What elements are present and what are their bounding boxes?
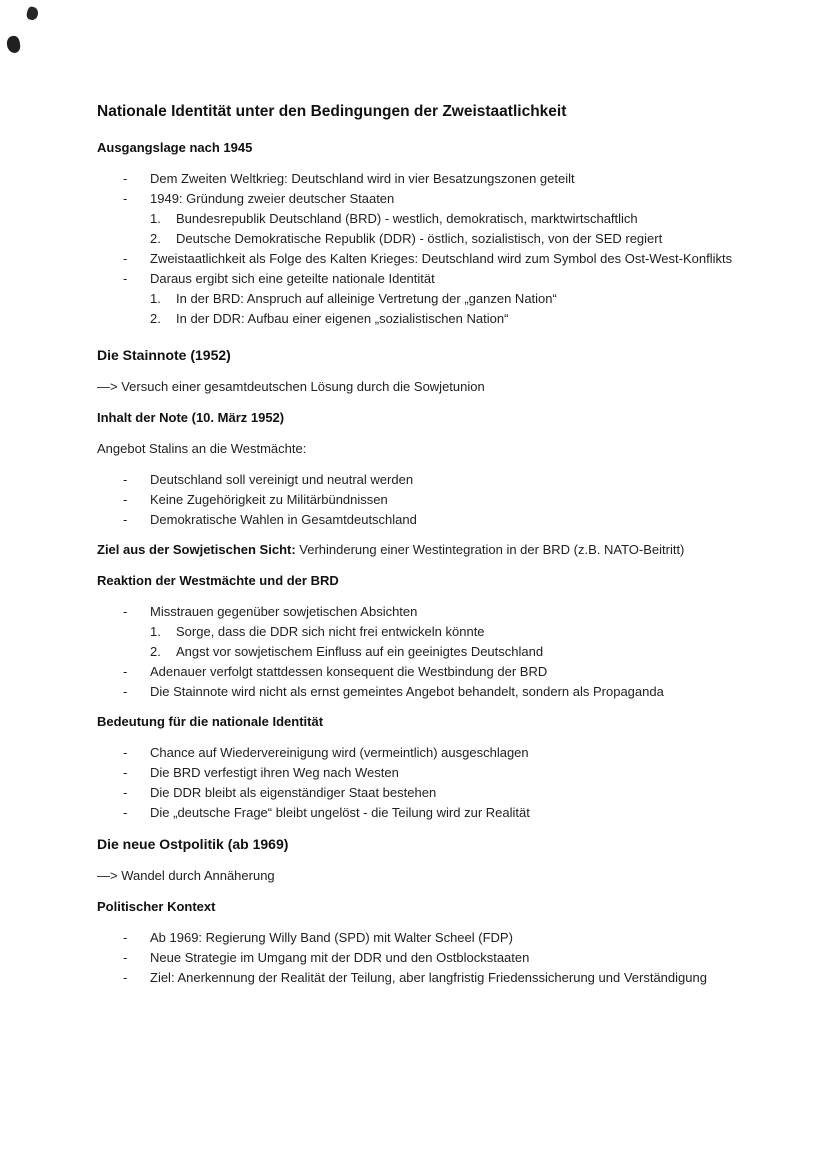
bullet-item <box>97 249 785 269</box>
bullet-item <box>97 928 785 948</box>
bullet-text: Deutschland soll vereinigt und neutral werden <box>150 472 414 487</box>
heading-kontext: Politischer Kontext <box>97 899 216 914</box>
bullet-text: Die Stainnote wird nicht als ernst gemeintes Angebot behandelt, sondern als Propaganda <box>150 684 664 699</box>
numbered-text: In der DDR: Aufbau einer eigenen „sozialistischen Nation“ <box>176 311 509 326</box>
bullet-item <box>97 763 785 783</box>
bullet-item <box>97 783 785 803</box>
heading-inhalt: Inhalt der Note (10. März 1952) <box>97 410 285 425</box>
heading-reaktion: Reaktion der Westmächte und der BRD <box>97 573 339 588</box>
bullet-text: Die „deutsche Frage“ bleibt ungelöst - die Teilung wird zur Realität <box>150 805 530 820</box>
bullet-list <box>97 470 785 530</box>
bullet-item <box>97 169 785 189</box>
numbered-item <box>150 642 785 662</box>
heading-stainnote: Die Stainnote (1952) <box>97 347 231 363</box>
bullet-text: Misstrauen gegenüber sowjetischen Absichten <box>150 604 418 619</box>
heading-ostpolitik: Die neue Ostpolitik (ab 1969) <box>97 836 289 852</box>
ziel-line <box>97 540 785 560</box>
bullet-text: Ab 1969: Regierung Willy Band (SPD) mit Walter Scheel (FDP) <box>150 930 513 945</box>
bullet-text: Die BRD verfestigt ihren Weg nach Westen <box>150 765 399 780</box>
numbered-item <box>150 209 785 229</box>
bullet-text: Zweistaatlichkeit als Folge des Kalten Krieges: Deutschland wird zum Symbol des Ost-West-Konflikts <box>150 251 733 266</box>
bullet-text: Chance auf Wiedervereinigung wird (vermeintlich) ausgeschlagen <box>150 745 529 760</box>
bullet-item <box>97 968 785 988</box>
bullet-item <box>97 948 785 968</box>
page-title: Nationale Identität unter den Bedingungen der Zweistaatlichkeit <box>97 103 567 120</box>
bullet-item <box>97 470 785 490</box>
section-stainnote <box>97 344 785 823</box>
bullet-item <box>97 743 785 763</box>
numbered-item <box>150 229 785 249</box>
bullet-list <box>97 169 785 329</box>
bullet-text: Die DDR bleibt als eigenständiger Staat bestehen <box>150 785 437 800</box>
numbered-item <box>150 309 785 329</box>
bullet-item <box>97 490 785 510</box>
ziel-label: Ziel aus der Sowjetischen Sicht: <box>97 542 296 557</box>
numbered-text: Sorge, dass die DDR sich nicht frei entwickeln könnte <box>176 624 485 639</box>
arrow-note: —> Wandel durch Annäherung <box>97 868 275 883</box>
ziel-text: Verhinderung einer Westintegration in der BRD (z.B. NATO-Beitritt) <box>295 542 685 557</box>
bullet-text: Demokratische Wahlen in Gesamtdeutschland <box>150 512 417 527</box>
bullet-item <box>97 682 785 702</box>
bullet-item <box>97 269 785 329</box>
bullet-text: Daraus ergibt sich eine geteilte nationale Identität <box>150 271 435 286</box>
numbered-list <box>150 622 785 662</box>
bullet-item <box>97 510 785 530</box>
document-content <box>97 101 785 998</box>
ink-smudge-icon <box>26 6 40 21</box>
numbered-text: In der BRD: Anspruch auf alleinige Vertretung der „ganzen Nation“ <box>176 291 557 306</box>
bullet-item <box>97 662 785 682</box>
section-ausgangslage <box>97 138 785 329</box>
bullet-text: Adenauer verfolgt stattdessen konsequent die Westbindung der BRD <box>150 664 548 679</box>
arrow-note: —> Versuch einer gesamtdeutschen Lösung durch die Sowjetunion <box>97 379 485 394</box>
bullet-item <box>97 189 785 249</box>
bullet-item <box>97 602 785 662</box>
bullet-list <box>97 743 785 823</box>
paragraph: Angebot Stalins an die Westmächte: <box>97 441 307 456</box>
numbered-item <box>150 622 785 642</box>
section-ostpolitik <box>97 833 785 988</box>
numbered-list <box>150 289 785 329</box>
heading-ausgangslage: Ausgangslage nach 1945 <box>97 140 253 155</box>
ink-smudge-icon <box>6 35 21 54</box>
bullet-list <box>97 602 785 702</box>
bullet-text: Dem Zweiten Weltkrieg: Deutschland wird in vier Besatzungszonen geteilt <box>150 171 575 186</box>
bullet-text: Ziel: Anerkennung der Realität der Teilung, aber langfristig Friedenssicherung und Verständigung <box>150 970 707 985</box>
numbered-text: Deutsche Demokratische Republik (DDR) - östlich, sozialistisch, von der SED regiert <box>176 231 663 246</box>
bullet-list <box>97 928 785 988</box>
numbered-list <box>150 209 785 249</box>
numbered-item <box>150 289 785 309</box>
bullet-text: Keine Zugehörigkeit zu Militärbündnissen <box>150 492 388 507</box>
bullet-text: 1949: Gründung zweier deutscher Staaten <box>150 191 395 206</box>
heading-bedeutung: Bedeutung für die nationale Identität <box>97 714 324 729</box>
numbered-text: Angst vor sowjetischem Einfluss auf ein geeinigtes Deutschland <box>176 644 544 659</box>
bullet-text: Neue Strategie im Umgang mit der DDR und den Ostblockstaaten <box>150 950 530 965</box>
bullet-item <box>97 803 785 823</box>
numbered-text: Bundesrepublik Deutschland (BRD) - westlich, demokratisch, marktwirtschaftlich <box>176 211 638 226</box>
